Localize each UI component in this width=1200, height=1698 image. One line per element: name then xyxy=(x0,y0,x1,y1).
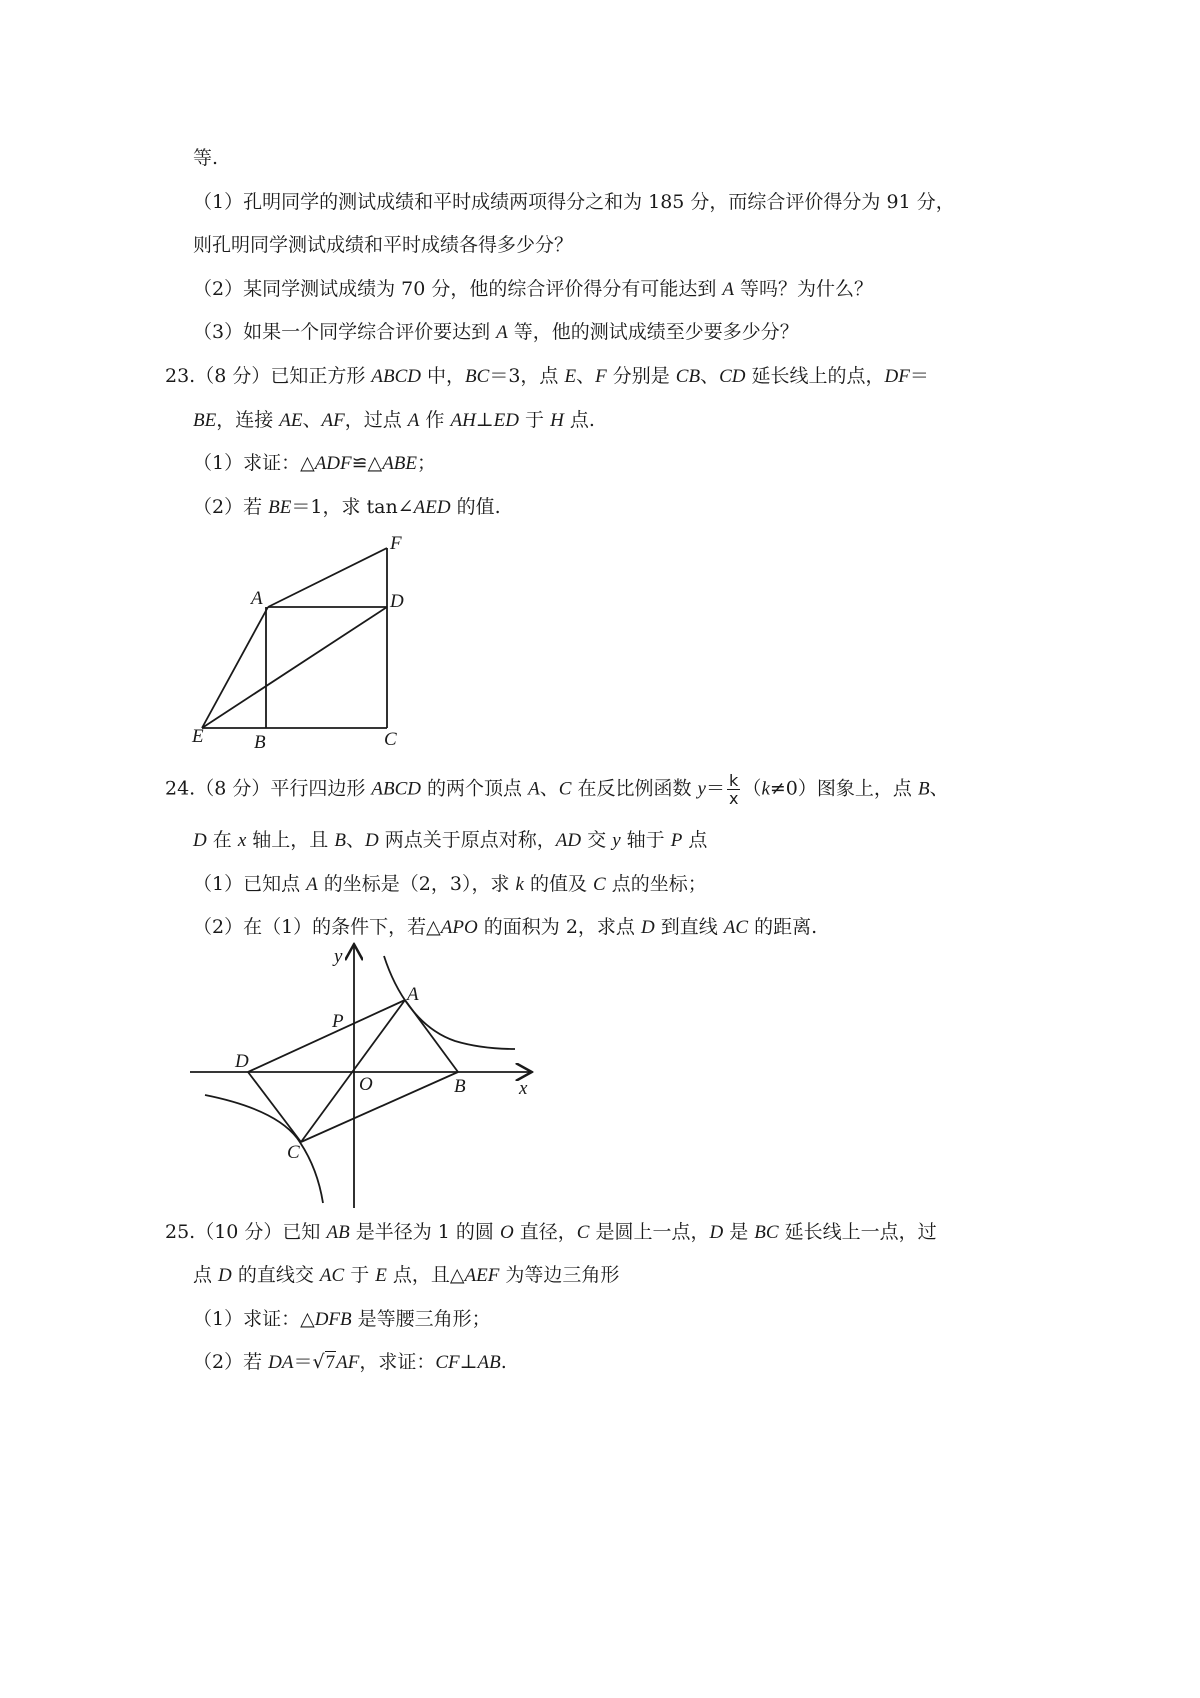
q24-segment-cd xyxy=(248,1072,301,1142)
q23-label-b: B xyxy=(254,732,266,753)
q24-segment-ab xyxy=(405,1000,458,1072)
q25-stem-line1: 25.（10 分）已知 AB 是半径为 1 的圆 O 直径，C 是圆上一点，D 是 BC 延长线上一点，过 xyxy=(165,1221,937,1243)
q25-sqrt: √7 xyxy=(312,1351,336,1373)
q24-label-x: x xyxy=(519,1078,528,1099)
q24-label-y: y xyxy=(334,946,343,967)
q23-label-a: A xyxy=(251,588,263,609)
q22-part1-line2: 则孔明同学测试成绩和平时成绩各得多少分？ xyxy=(193,234,574,256)
q25-part2: （2）若 DA＝√7AF，求证：CF⊥AB. xyxy=(193,1351,507,1373)
q23-label-e: E xyxy=(192,726,204,747)
q22-tail: 等. xyxy=(193,147,219,169)
q25-part1: （1）求证：△DFB 是等腰三角形； xyxy=(193,1308,491,1330)
q23-stem-line1: 23.（8 分）已知正方形 ABCD 中，BC＝3，点 E、F 分别是 CB、CD 延长线上的点，DF＝ xyxy=(165,365,929,387)
q24-stem-line1: 24.（8 分）平行四边形 ABCD 的两个顶点 A、C 在反比例函数 y＝ $\frac{k}{x}$ （k≠0）图象上，点 B、 xyxy=(165,771,949,808)
q24-label-b: B xyxy=(454,1076,466,1097)
q24-fraction: $\frac{k}{x}$ xyxy=(728,771,739,808)
q24-label-o: O xyxy=(359,1074,373,1095)
q24-label-p: P xyxy=(332,1011,344,1032)
q24-stem-line2: D 在 x 轴上，且 B、D 两点关于原点对称，AD 交 y 轴于 P 点 xyxy=(193,829,708,851)
q23-segment-af xyxy=(268,548,387,607)
q24-label-c: C xyxy=(287,1142,300,1163)
q24-figure xyxy=(185,938,545,1213)
q24-part1: （1）已知点 A 的坐标是（2，3），求 k 的值及 C 点的坐标； xyxy=(193,873,707,895)
q23-segment-ed xyxy=(202,607,387,728)
q24-segment-bc xyxy=(301,1072,458,1142)
q24-label-a: A xyxy=(407,984,419,1005)
q22-part2: （2）某同学测试成绩为 70 分，他的综合评价得分有可能达到 A 等吗？为什么？ xyxy=(193,278,874,300)
q23-segment-ae xyxy=(202,607,268,728)
q23-figure xyxy=(180,525,440,755)
q25-stem-line2: 点 D 的直线交 AC 于 E 点，且△AEF 为等边三角形 xyxy=(193,1264,620,1286)
q22-part3: （3）如果一个同学综合评价要达到 A 等，他的测试成绩至少要多少分？ xyxy=(193,321,799,343)
q23-label-c: C xyxy=(384,729,397,750)
q23-label-d: D xyxy=(390,591,404,612)
q24-segment-da xyxy=(248,1000,405,1072)
q22-part1-line1: （1）孔明同学的测试成绩和平时成绩两项得分之和为 185 分，而综合评价得分为 91 分， xyxy=(193,191,955,213)
q23-label-f: F xyxy=(390,533,402,554)
q23-part2: （2）若 BE＝1，求 tan∠AED 的值. xyxy=(193,496,501,518)
q24-hyperbola-branch-2 xyxy=(205,1095,323,1203)
q24-label-d: D xyxy=(235,1051,249,1072)
q23-stem-line2: BE，连接 AE、AF，过点 A 作 AH⊥ED 于 H 点. xyxy=(193,409,595,431)
q24-part2: （2）在（1）的条件下，若△APO 的面积为 2，求点 D 到直线 AC 的距离. xyxy=(193,916,818,938)
q24-segment-ac xyxy=(301,1000,405,1142)
q23-part1: （1）求证：△ADF≌△ABE； xyxy=(193,452,437,474)
